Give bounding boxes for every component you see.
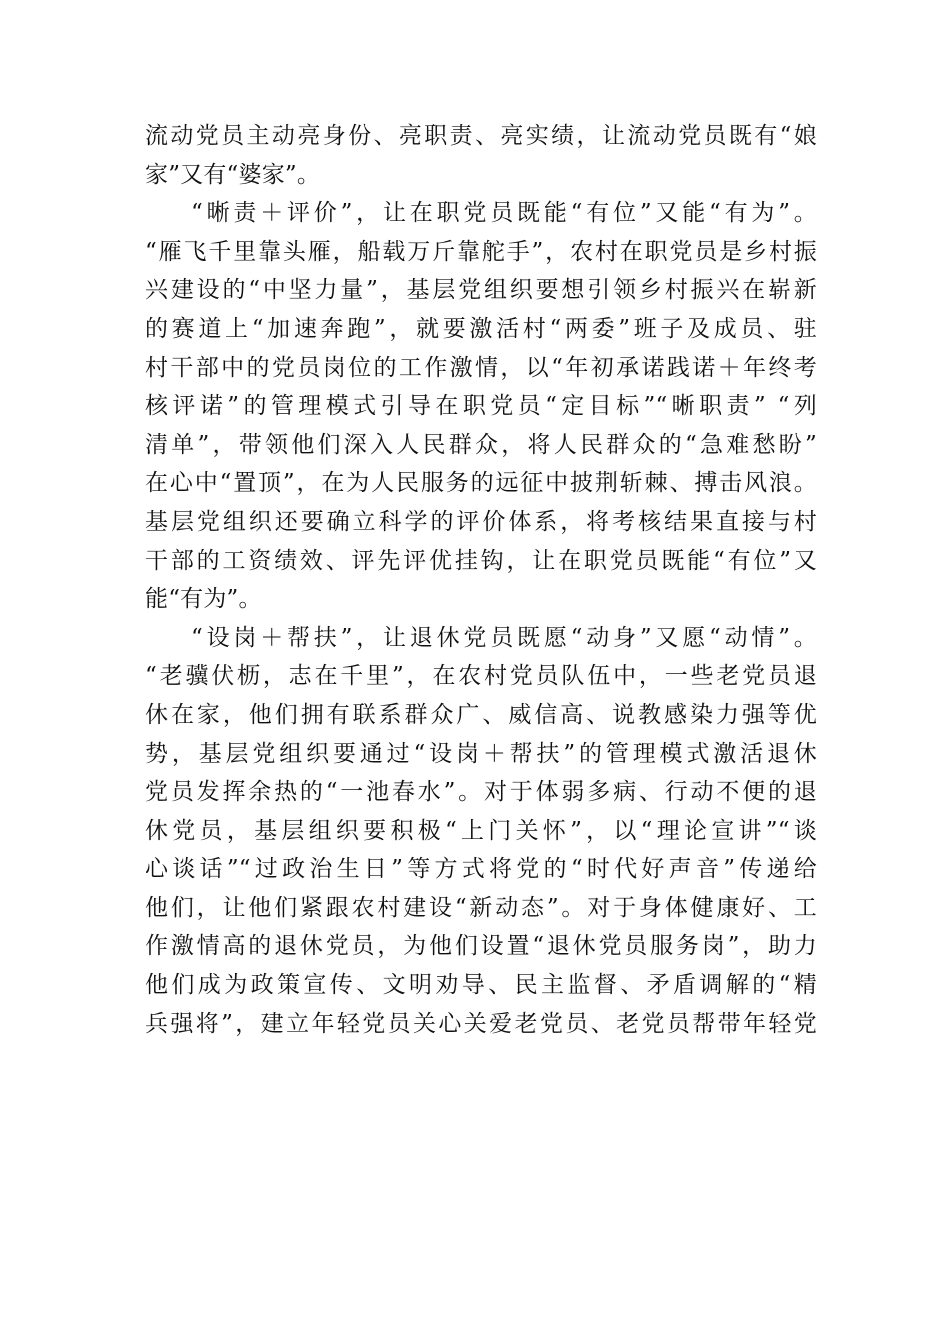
- text-line: 心谈话”“过政治生日”等方式将党的“时代好声音”传递给: [145, 856, 817, 883]
- text-line: 干部的工资绩效、评先评优挂钩，让在职党员既能“有位”又: [145, 547, 817, 574]
- text-line: 休在家，他们拥有联系群众广、威信高、说教感染力强等优: [145, 701, 817, 728]
- section-heading: “晰责＋评价”，让在职党员既能“有位”又能“有为”。: [191, 200, 817, 227]
- text-line: 清单”，带领他们深入人民群众，将人民群众的“急难愁盼”: [145, 431, 817, 458]
- text-line: 核评诺”的管理模式引导在职党员“定目标”“晰职责” “列: [145, 393, 817, 420]
- body-text: [145, 117, 817, 1043]
- text-line: 基层党组织还要确立科学的评价体系，将考核结果直接与村: [145, 508, 817, 535]
- text-line: 流动党员主动亮身份、亮职责、亮实绩，让流动党员既有“娘: [145, 123, 817, 149]
- text-line: 势，基层党组织要通过“设岗＋帮扶”的管理模式激活退休: [145, 740, 817, 767]
- text-line: 在心中“置顶”，在为人民服务的远征中披荆斩棘、搏击风浪。: [145, 470, 817, 497]
- text-line: 家”又有“婆家”。: [145, 161, 321, 188]
- section-heading: “设岗＋帮扶”，让退休党员既愿“动身”又愿“动情”。: [191, 624, 817, 651]
- text-line: 党员发挥余热的“一池春水”。对于体弱多病、行动不便的退: [145, 779, 817, 806]
- text-line: 兴建设的“中坚力量”，基层党组织要想引领乡村振兴在崭新: [145, 277, 817, 304]
- text-line: 他们，让他们紧跟农村建设“新动态”。对于身体健康好、工: [145, 894, 817, 921]
- text-line: 村干部中的党员岗位的工作激情，以“年初承诺践诺＋年终考: [145, 354, 817, 381]
- text-line: 他们成为政策宣传、文明劝导、民主监督、矛盾调解的“精: [145, 972, 817, 999]
- text-line: 的赛道上“加速奔跑”，就要激活村“两委”班子及成员、驻: [145, 315, 817, 342]
- text-line: “老骥伏枥，志在千里”，在农村党员队伍中，一些老党员退: [145, 663, 817, 690]
- text-line: “雁飞千里靠头雁，船载万斤靠舵手”，农村在职党员是乡村振: [145, 238, 817, 265]
- text-line: 作激情高的退休党员，为他们设置“退休党员服务岗”，助力: [145, 933, 817, 960]
- text-line: 休党员，基层组织要积极“上门关怀”，以“理论宣讲”“谈: [145, 817, 817, 844]
- text-line: 兵强将”，建立年轻党员关心关爱老党员、老党员帮带年轻党: [145, 1010, 817, 1037]
- text-line: 能“有为”。: [145, 586, 262, 613]
